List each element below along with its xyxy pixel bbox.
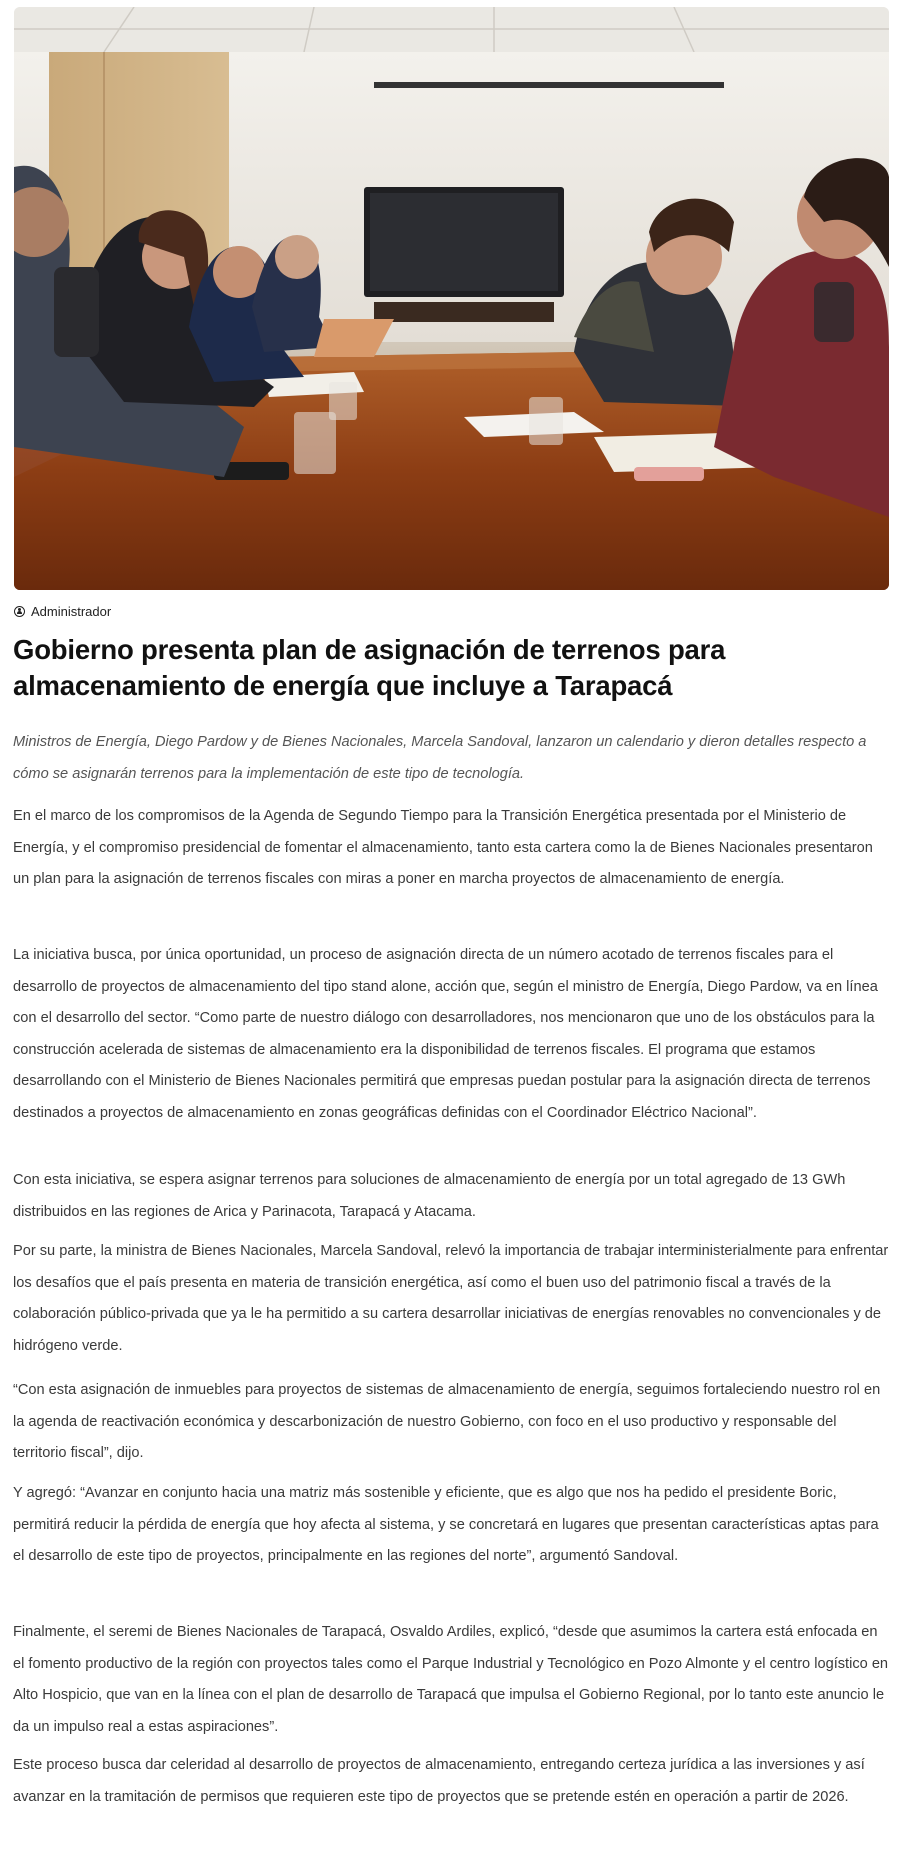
paragraph-7: Finalmente, el seremi de Bienes Nacionales de Tarapacá, Osvaldo Ardiles, explicó, “desde que asumimos la cartera está enfocada en el fomento productivo de la región con proyectos tales como el Parque Industrial y Tecnológico en Pozo Almonte y el centro logístico en Alto Hospicio, que van en la línea con el plan de desarrollo de Tarapacá que impulsa el Gobierno Regional, por lo tanto este anuncio le da un impulso real a estas aspiraciones”.: [13, 1624, 889, 1735]
paragraph-6: Y agregó: “Avanzar en conjunto hacia una matriz más sostenible y eficiente, que es algo que nos ha pedido el presidente Boric, permitirá reducir la pérdida de energía que hoy afecta al sistema, y se concretará en lugares que presentan características aptas para el desarrollo de este tipo de proyectos, principalmente en las regiones del norte”, argumentó Sandoval.: [13, 1485, 879, 1564]
paragraph-1: En el marco de los compromisos de la Agenda de Segundo Tiempo para la Transición Energética presentada por el Ministerio de Energía, y el compromiso presidencial de fomentar el almacenamiento, tanto esta cartera como la de Bienes Nacionales presentaron un plan para la asignación de terrenos fiscales con miras a poner en marcha proyectos de almacenamiento de energía.: [13, 808, 873, 887]
paragraph-8: Este proceso busca dar celeridad al desarrollo de proyectos de almacenamiento, entregando certeza jurídica a las inversiones y así avanzar en la tramitación de permisos que requieren este tipo de proyectos que se pretende estén en operación a partir de 2026.: [13, 1757, 865, 1805]
article-headline: Gobierno presenta plan de asignación de terrenos para almacenamiento de energía que incluye a Tarapacá: [13, 634, 726, 701]
paragraph-5: “Con esta asignación de inmuebles para proyectos de sistemas de almacenamiento de energía, seguimos fortaleciendo nuestro rol en la agenda de reactivación económica y descarbonización de nuestro Gobierno, con foco en el uso productivo y responsable del territorio fiscal”, dijo.: [13, 1382, 881, 1461]
article-lead: Ministros de Energía, Diego Pardow y de Bienes Nacionales, Marcela Sandoval, lanzaron un calendario y dieron detalles respecto a cómo se asignarán terrenos para la implementación de este tipo de tecnología.: [13, 734, 867, 782]
paragraph-3: Con esta iniciativa, se espera asignar terrenos para soluciones de almacenamiento de energía por un total agregado de 13 GWh distribuidos en las regiones de Arica y Parinacota, Tarapacá y Atacama.: [13, 1172, 846, 1220]
user-icon: [14, 606, 25, 617]
author-line: [14, 601, 111, 621]
hero-photo: [14, 7, 889, 590]
meeting-room-illustration: [14, 7, 889, 590]
paragraph-2: La iniciativa busca, por única oportunidad, un proceso de asignación directa de un número acotado de terrenos fiscales para el desarrollo de proyectos de almacenamiento del tipo stand alone, acción que, según el ministro de Energía, Diego Pardow, va en línea con el desarrollo del sector. “Como parte de nuestro diálogo con desarrolladores, nos mencionaron que uno de los obstáculos para la construcción acelerada de sistemas de almacenamiento era la disponibilidad de terrenos fiscales. El programa que estamos desarrollando con el Ministerio de Bienes Nacionales permitirá que empresas puedan postular para la asignación directa de terrenos destinados a proyectos de almacenamiento en zonas geográficas definidas con el Coordinador Eléctrico Nacional”.: [13, 947, 878, 1121]
paragraph-4: Por su parte, la ministra de Bienes Nacionales, Marcela Sandoval, relevó la importancia de trabajar interministerialmente para enfrentar los desafíos que el país presenta en materia de transición energética, así como el buen uso del patrimonio fiscal a través de la colaboración público-privada que ya le ha permitido a su cartera desarrollar iniciativas de energías renovables no convencionales y de hidrógeno verde.: [13, 1243, 889, 1354]
author-name: Administrador: [31, 603, 112, 619]
